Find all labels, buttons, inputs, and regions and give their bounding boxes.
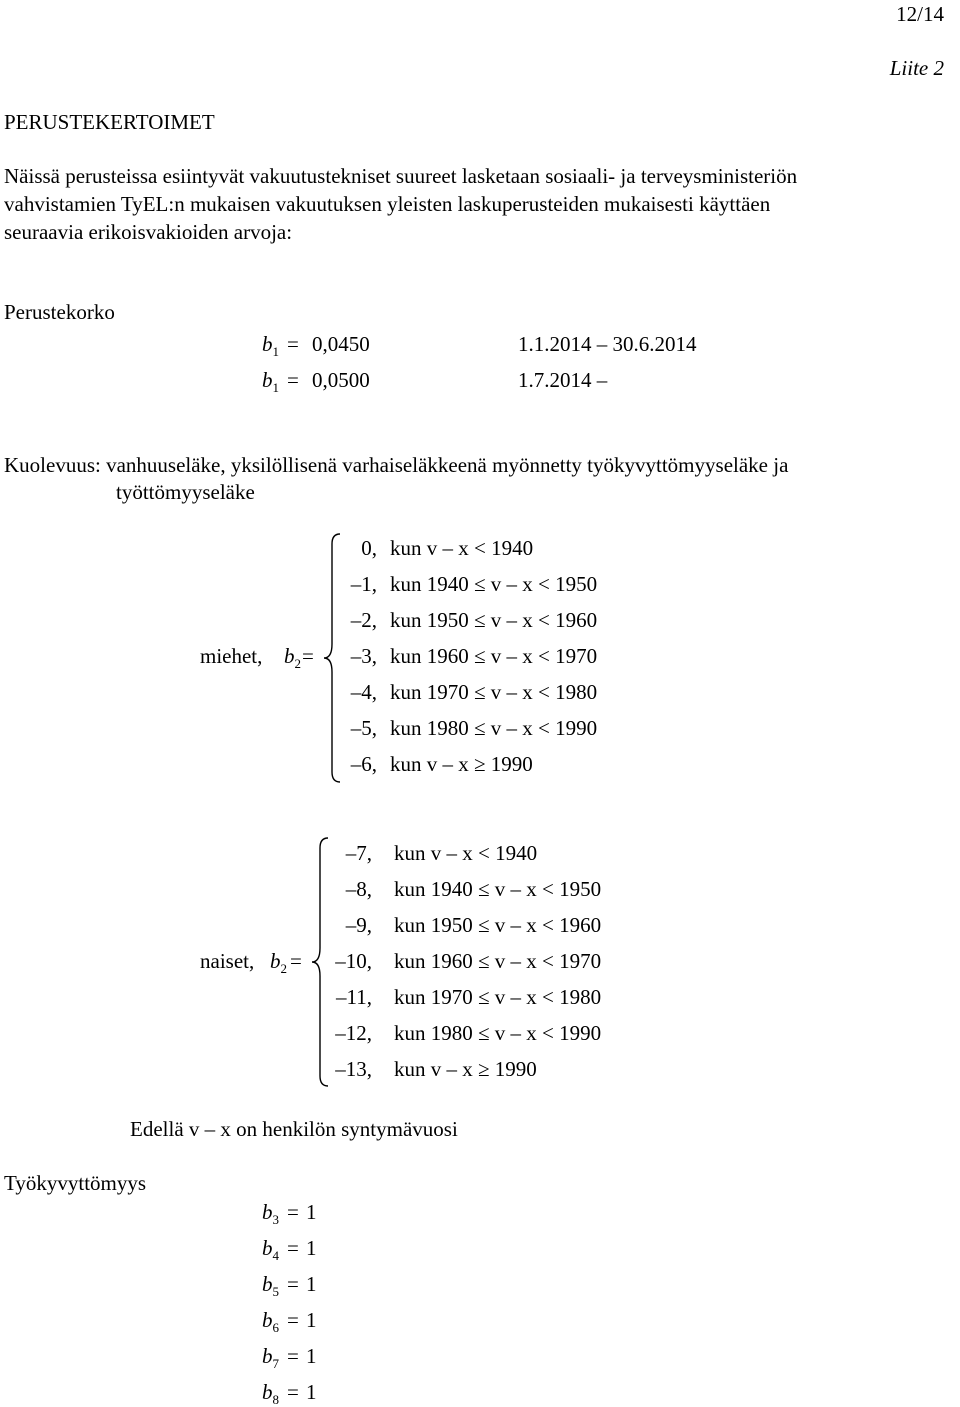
- case-value: –1,: [350, 572, 377, 596]
- case-condition: kun 1950 ≤ v – x < 1960: [390, 608, 598, 632]
- equals-sign: =: [287, 368, 299, 392]
- case-value: –4,: [350, 680, 377, 704]
- equals-sign: =: [287, 332, 299, 356]
- equals-sign: =: [287, 1236, 299, 1260]
- equals-sign: =: [287, 1200, 299, 1224]
- value: 0,0450: [312, 332, 370, 356]
- case-value: –8,: [345, 877, 372, 901]
- equals-sign: =: [287, 1344, 299, 1368]
- variable: $b_8$: [262, 1380, 279, 1407]
- case-value: –11,: [336, 985, 372, 1009]
- case-value: –12,: [335, 1021, 372, 1045]
- case-condition: kun 1980 ≤ v – x < 1990: [394, 1021, 602, 1045]
- variable: $b_1$: [262, 368, 279, 395]
- equals-sign: =: [287, 1272, 299, 1296]
- case-value: 0,: [361, 536, 377, 560]
- case-condition: kun 1970 ≤ v – x < 1980: [394, 985, 602, 1009]
- case-value: –3,: [350, 644, 377, 668]
- variable: $b_2$: [284, 644, 301, 671]
- intro-line: seuraavia erikoisvakioiden arvoja:: [4, 220, 293, 244]
- variable: $b_5$: [262, 1272, 279, 1299]
- case-value: –7,: [345, 841, 372, 865]
- case-condition: kun 1970 ≤ v – x < 1980: [390, 680, 598, 704]
- value: 0,0500: [312, 368, 370, 392]
- case-condition: kun 1940 ≤ v – x < 1950: [390, 572, 598, 596]
- case-condition: kun v – x < 1940: [390, 536, 534, 560]
- variable: $b_7$: [262, 1344, 279, 1371]
- case-condition: kun 1960 ≤ v – x < 1970: [394, 949, 602, 973]
- variable: $b_3$: [262, 1200, 279, 1227]
- case-condition: kun 1950 ≤ v – x < 1960: [394, 913, 602, 937]
- variable: $b_4$: [262, 1236, 279, 1263]
- value: 1: [306, 1200, 317, 1224]
- case-value: –6,: [350, 752, 377, 776]
- value: 1: [306, 1308, 317, 1332]
- perustekorko-label: Perustekorko: [4, 300, 115, 324]
- value: 1: [306, 1236, 317, 1260]
- case-value: –5,: [350, 716, 377, 740]
- case-value: –13,: [335, 1057, 372, 1081]
- case-condition: kun 1980 ≤ v – x < 1990: [390, 716, 598, 740]
- equals-sign: =: [302, 644, 314, 668]
- left-brace-icon: [308, 836, 334, 1088]
- variable: $b_2$: [270, 949, 287, 976]
- value: 1: [306, 1272, 317, 1296]
- equals-sign: =: [290, 949, 302, 973]
- page-title: PERUSTEKERTOIMET: [4, 110, 215, 134]
- miehet-label: miehet,: [200, 644, 263, 668]
- case-value: –2,: [350, 608, 377, 632]
- case-condition: kun 1940 ≤ v – x < 1950: [394, 877, 602, 901]
- intro-line: vahvistamien TyEL:n mukaisen vakuutuksen yleisten laskuperusteiden mukaisesti käyttäen: [4, 192, 771, 216]
- case-condition: kun 1960 ≤ v – x < 1970: [390, 644, 598, 668]
- appendix-label: Liite 2: [889, 56, 944, 80]
- case-condition: kun v – x ≥ 1990: [394, 1057, 537, 1081]
- kuolevuus-line: työttömyyseläke: [116, 480, 255, 504]
- tyokyvyttomyys-label: Työkyvyttömyys: [4, 1171, 147, 1195]
- naiset-label: naiset,: [200, 949, 255, 973]
- variable: $b_6$: [262, 1308, 279, 1335]
- case-condition: kun v – x < 1940: [394, 841, 538, 865]
- equals-sign: =: [287, 1380, 299, 1404]
- value: 1: [306, 1380, 317, 1404]
- kuolevuus-line: Kuolevuus: vanhuuseläke, yksilöllisenä varhaiseläkkeenä myönnetty työkyvyttömyyseläke ja: [4, 453, 789, 477]
- period: 1.1.2014 – 30.6.2014: [518, 332, 697, 356]
- case-value: –9,: [345, 913, 372, 937]
- case-value: –10,: [335, 949, 372, 973]
- value: 1: [306, 1344, 317, 1368]
- equals-sign: =: [287, 1308, 299, 1332]
- variable: $b_1$: [262, 332, 279, 359]
- period: 1.7.2014 –: [518, 368, 608, 392]
- intro-line: Näissä perusteissa esiintyvät vakuutustekniset suureet lasketaan sosiaali- ja terveysministeriön: [4, 164, 798, 188]
- page-number: 12/14: [896, 2, 944, 26]
- case-condition: kun v – x ≥ 1990: [390, 752, 533, 776]
- birth-year-note: Edellä v – x on henkilön syntymävuosi: [130, 1117, 458, 1141]
- left-brace-icon: [320, 532, 346, 784]
